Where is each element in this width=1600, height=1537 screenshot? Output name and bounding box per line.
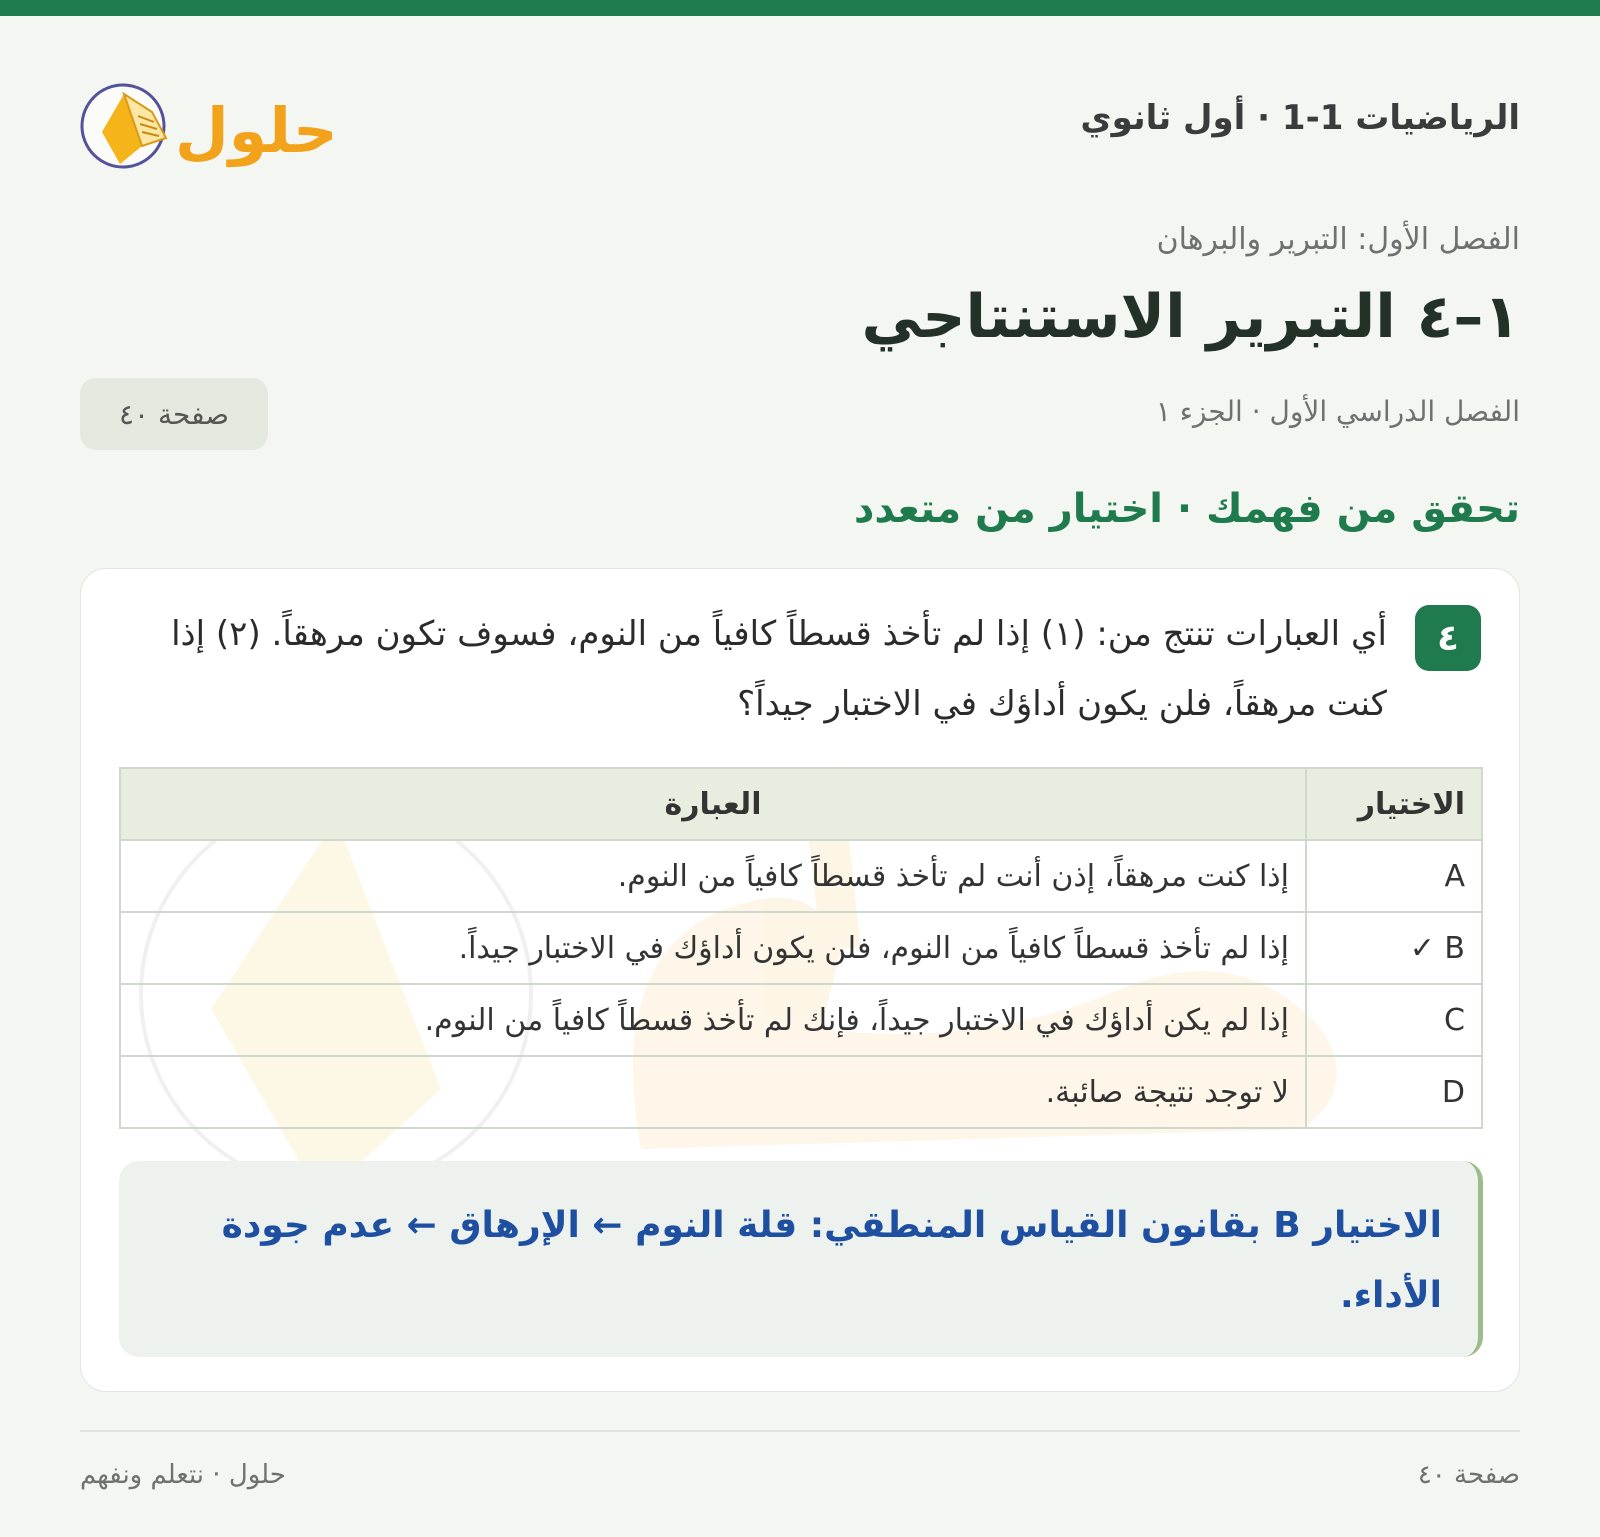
question-text: أي العبارات تنتج من: (١) إذا لم تأخذ قسطاً كافياً من النوم، فسوف تكون مرهقاً. (٢) إذا كنت مرهقاً، فلن يكون أداؤك في الاختبار جيداً؟ [171, 614, 1387, 724]
table-row[interactable] [120, 912, 1482, 984]
choice-statement: إذا كنت مرهقاً، إذن أنت لم تأخذ قسطاً كافياً من النوم. [120, 840, 1306, 912]
page-badge: صفحة ٤٠ [80, 378, 268, 450]
choice-label: C [1306, 984, 1482, 1056]
table-row[interactable] [120, 840, 1482, 912]
course-title: الرياضيات 1-1 · أول ثانوي [1080, 98, 1520, 138]
table-row[interactable] [120, 984, 1482, 1056]
site-logo[interactable] [80, 60, 380, 190]
answer-explanation: الاختيار B بقانون القياس المنطقي: قلة النوم ← الإرهاق ← عدم جودة الأداء. [119, 1161, 1483, 1357]
lesson-title: ١–٤ التبرير الاستنتاجي [861, 282, 1520, 352]
choice-statement: إذا لم يكن أداؤك في الاختبار جيداً، فإنك لم تأخذ قسطاً كافياً من النوم. [120, 984, 1306, 1056]
header [80, 60, 1520, 190]
chapter-label: الفصل الأول: التبرير والبرهان [1156, 222, 1520, 257]
question-card [80, 568, 1520, 1392]
choice-statement: لا توجد نتيجة صائبة. [120, 1056, 1306, 1128]
footer-brand: حلول · نتعلم ونفهم [80, 1460, 286, 1490]
term-label: الفصل الدراسي الأول · الجزء ١ [1155, 395, 1520, 428]
header-statement: العبارة [120, 768, 1306, 840]
choice-statement: إذا لم تأخذ قسطاً كافياً من النوم، فلن يكون أداؤك في الاختبار جيداً. [120, 912, 1306, 984]
header-choice: الاختيار [1306, 768, 1482, 840]
svg-text:حلول: حلول [175, 94, 338, 167]
choice-label: A [1306, 840, 1482, 912]
choices-table [119, 767, 1483, 1129]
footer-divider [80, 1430, 1520, 1432]
section-heading: تحقق من فهمك · اختيار من متعدد [853, 486, 1520, 532]
table-row[interactable] [120, 1056, 1482, 1128]
footer-page: صفحة ٤٠ [1417, 1460, 1520, 1490]
choice-label: D [1306, 1056, 1482, 1128]
question-number: ٤ [1415, 605, 1481, 671]
table-header-row [120, 768, 1482, 840]
top-accent-bar [0, 0, 1600, 16]
choice-label: B ✓ [1306, 912, 1482, 984]
